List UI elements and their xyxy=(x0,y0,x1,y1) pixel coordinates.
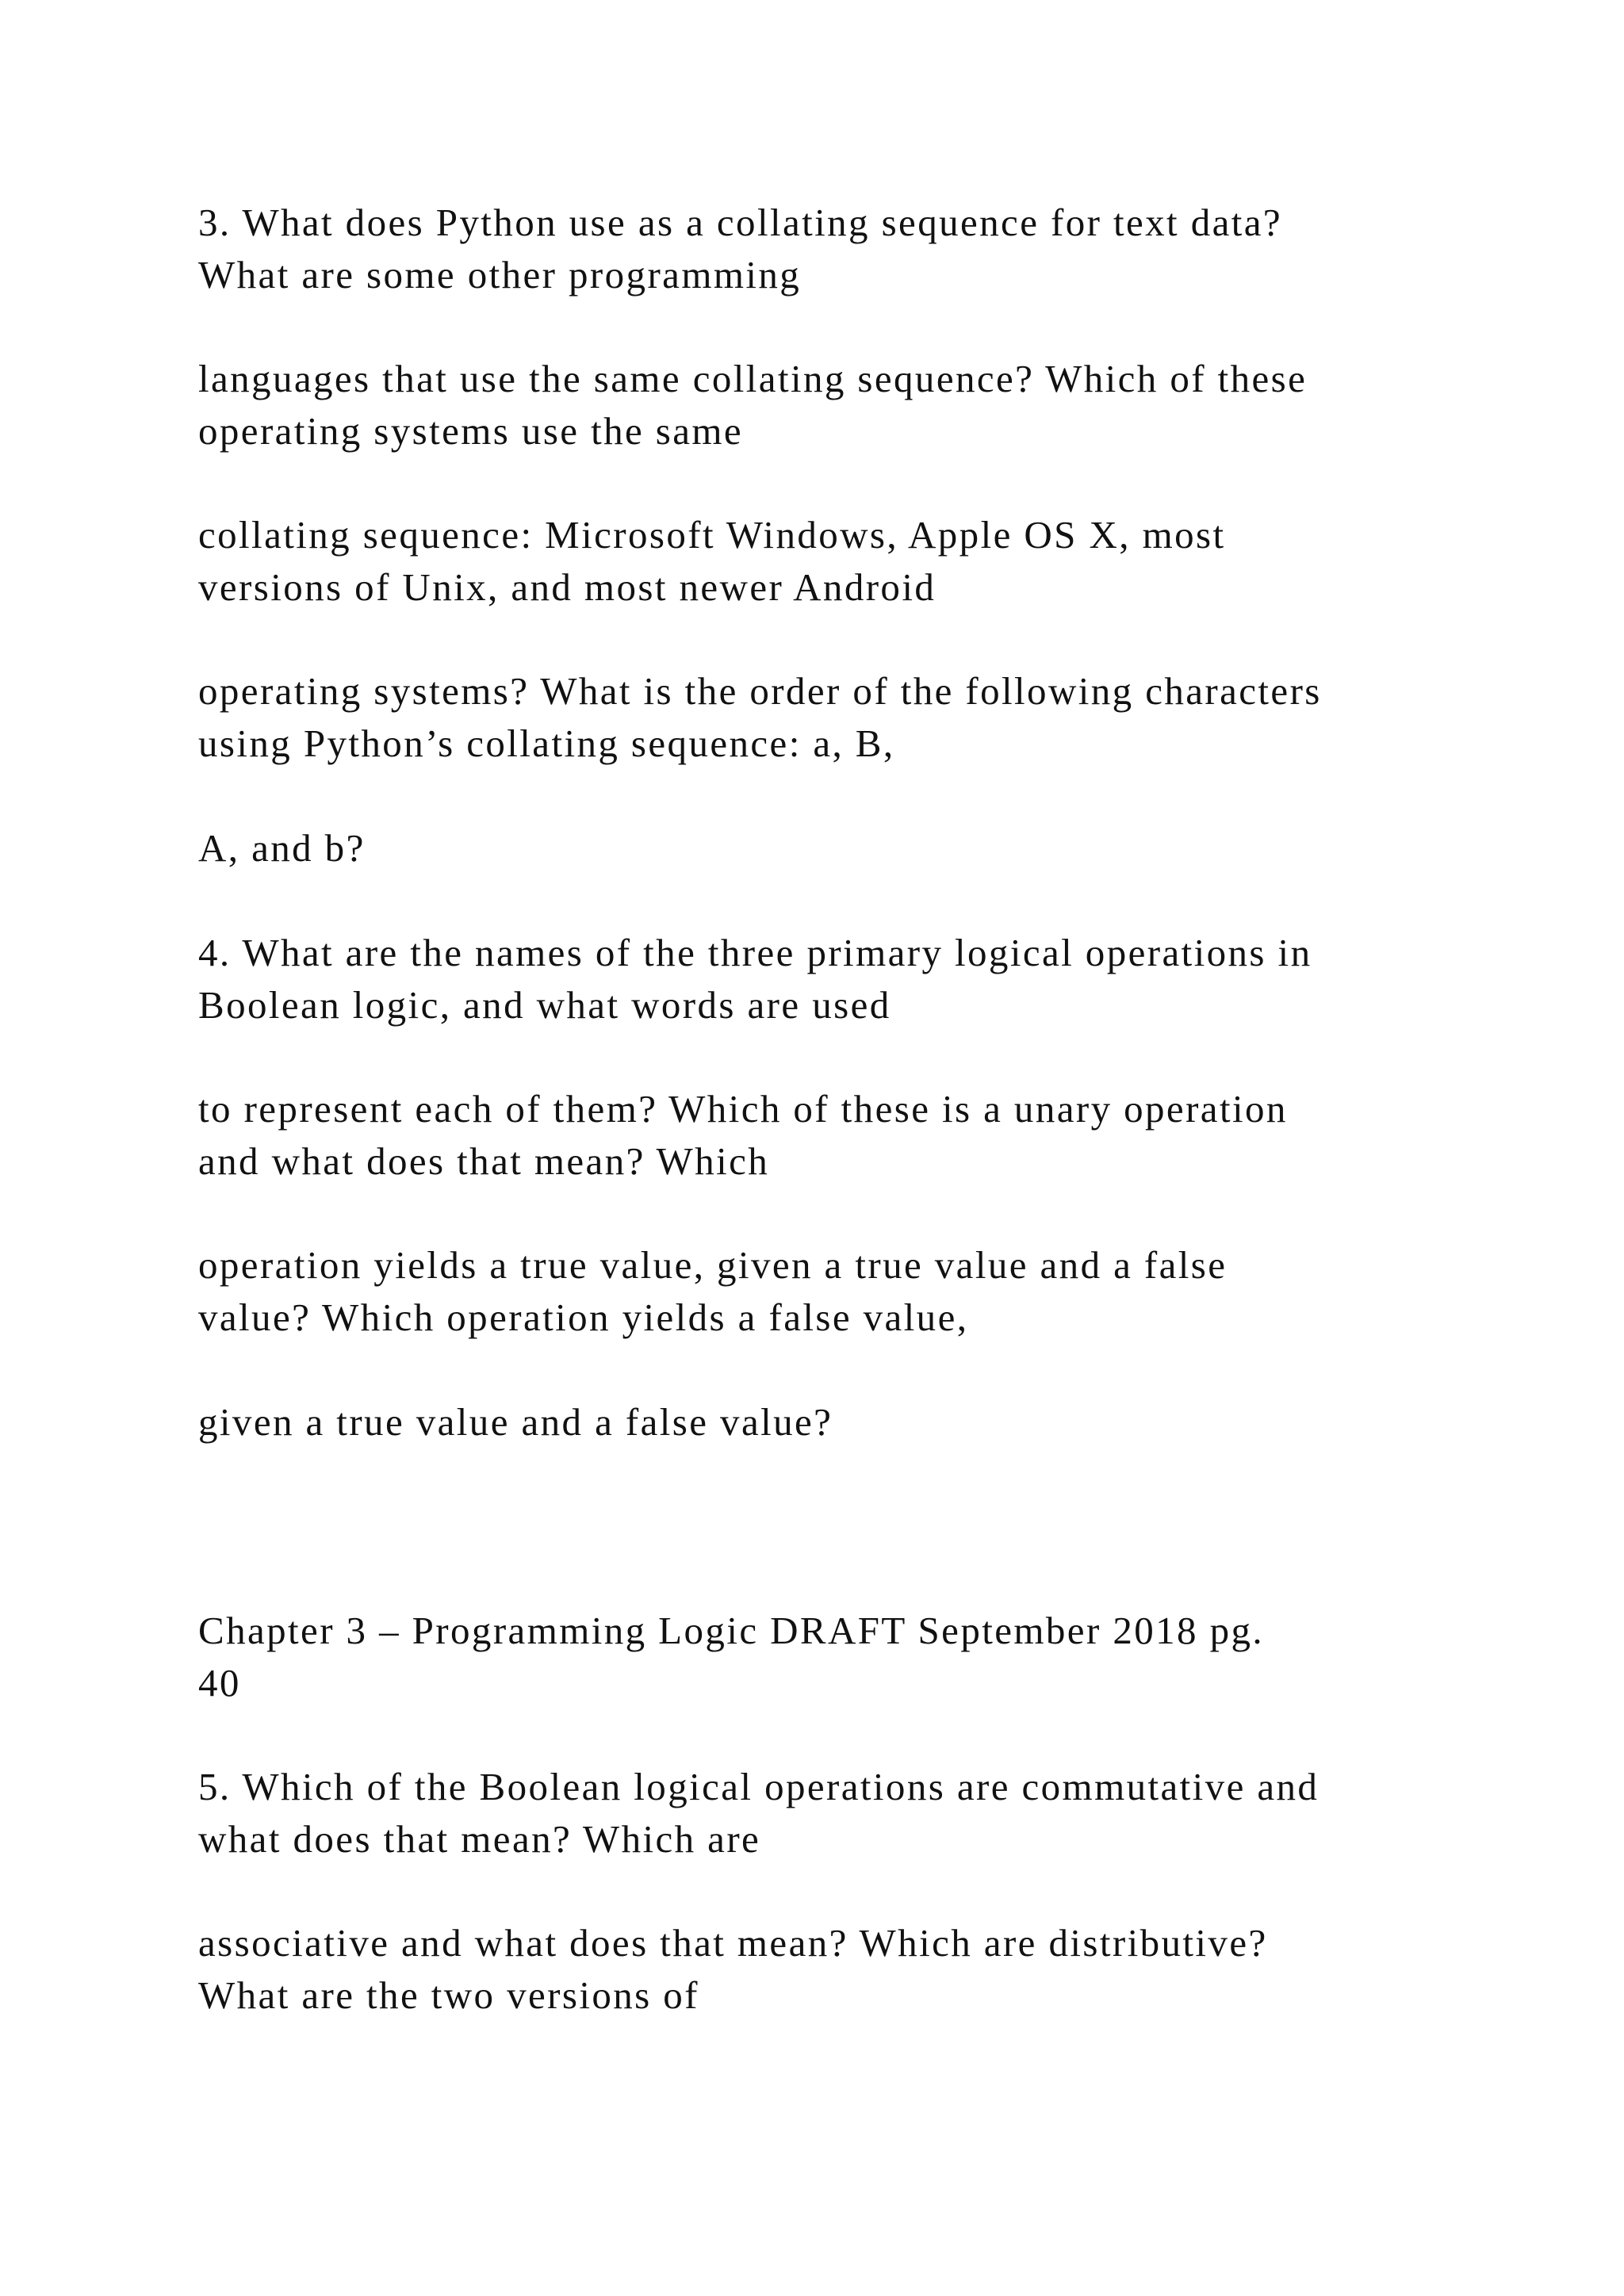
text-line: A, and b? xyxy=(198,826,366,870)
text-line: languages that use the same collating sequence? Which of these xyxy=(198,357,1308,400)
paragraph-q3-order xyxy=(198,665,1499,770)
page-footer xyxy=(198,1605,1499,1709)
text-line: 4. What are the names of the three primary logical operations in xyxy=(198,931,1312,974)
paragraph-q3-languages xyxy=(198,353,1499,457)
paragraph-q4-intro xyxy=(198,927,1499,1031)
paragraph-q4-true xyxy=(198,1239,1499,1344)
text-line: using Python’s collating sequence: a, B, xyxy=(198,721,895,765)
paragraph-q4-end xyxy=(198,1396,1499,1448)
text-line: what does that mean? Which are xyxy=(198,1817,761,1861)
text-line: operating systems? What is the order of the following characters xyxy=(198,669,1322,713)
text-line: What are the two versions of xyxy=(198,1973,699,2017)
paragraph-q3-intro xyxy=(198,197,1499,301)
paragraph-q3-systems xyxy=(198,509,1499,614)
paragraph-q5-associative xyxy=(198,1917,1499,2022)
paragraph-q3-end xyxy=(198,822,1499,874)
text-line: What are some other programming xyxy=(198,253,802,297)
text-line: versions of Unix, and most newer Android xyxy=(198,565,936,609)
paragraph-q4-unary xyxy=(198,1083,1499,1188)
text-line: operating systems use the same xyxy=(198,409,744,453)
text-line: given a true value and a false value? xyxy=(198,1400,833,1444)
page-number: 40 xyxy=(198,1661,241,1705)
text-line: Boolean logic, and what words are used xyxy=(198,983,891,1027)
text-line: and what does that mean? Which xyxy=(198,1139,770,1183)
text-line: 3. What does Python use as a collating sequence for text data? xyxy=(198,201,1283,244)
text-line: 5. Which of the Boolean logical operations are commutative and xyxy=(198,1765,1320,1808)
text-line: to represent each of them? Which of these is a unary operation xyxy=(198,1087,1288,1131)
footer-line: Chapter 3 – Programming Logic DRAFT September 2018 pg. xyxy=(198,1609,1265,1652)
text-line: operation yields a true value, given a true value and a false xyxy=(198,1243,1228,1287)
text-line: collating sequence: Microsoft Windows, Apple OS X, most xyxy=(198,513,1226,557)
paragraph-q5-intro xyxy=(198,1761,1499,1866)
text-line: value? Which operation yields a false value, xyxy=(198,1295,969,1339)
text-line: associative and what does that mean? Which are distributive? xyxy=(198,1921,1268,1965)
